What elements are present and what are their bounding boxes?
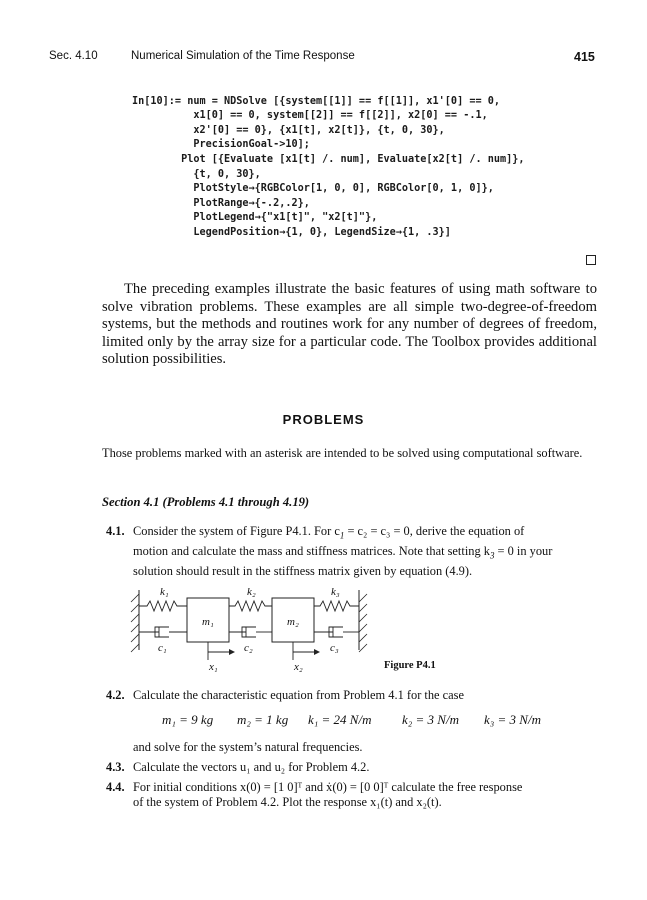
problem-number: 4.2. xyxy=(106,688,125,702)
damper-c3 xyxy=(314,627,359,637)
label-m2: m₂ xyxy=(287,616,299,628)
figure-p4-1 xyxy=(125,584,385,674)
problem-4-1-line-2: motion and calculate the mass and stiffness matrices. Note that setting $k_3 = 0$ in your xyxy=(133,543,553,561)
problem-number: 4.1. xyxy=(106,524,125,538)
arrow-x2 xyxy=(293,642,320,660)
code-line: PlotLegend→{"x1[t]", "x2[t]"}, xyxy=(132,212,378,224)
problem-number: 4.3. xyxy=(106,760,125,774)
text-span: = 0 in your xyxy=(494,543,553,558)
code-line: LegendPosition→{1, 0}, LegendSize→{1, .3}] xyxy=(132,226,451,238)
label-c2: c₂ xyxy=(244,642,253,654)
code-line: PlotRange→{-.2,.2}, xyxy=(132,197,310,209)
section-heading: Section 4.1 (Problems 4.1 through 4.19) xyxy=(102,495,310,509)
figure-caption: Figure P4.1 xyxy=(384,660,436,671)
code-line: x1[0] == 0, system[[2]] == f[[2]], x2[0] == -.1, xyxy=(132,110,488,122)
spring-k3 xyxy=(314,601,359,611)
problems-note: Those problems marked with an asterisk are intended to be solved using computational software. xyxy=(102,446,583,460)
problem-4-1-line-1: Consider the system of Figure P4.1. For $c_1 = c_2 = c_3 = 0$, derive the equation of xyxy=(133,524,525,541)
code-block xyxy=(132,80,525,255)
label-x1: x₁ xyxy=(209,661,218,673)
section-label: Sec. 4.10 xyxy=(49,50,98,62)
problems-heading: PROBLEMS xyxy=(282,412,365,427)
label-k3: k₃ xyxy=(331,586,340,598)
text-span: = c₂ = c₃ = 0, derive the equation of xyxy=(344,524,525,538)
spring-k1 xyxy=(139,601,187,611)
code-line: PrecisionGoal->10]; xyxy=(132,139,310,151)
intro-paragraph xyxy=(102,281,597,369)
label-k2: k₂ xyxy=(247,586,256,598)
label-k1: k₁ xyxy=(160,586,169,598)
damper-c2 xyxy=(229,627,272,637)
code-line: {t, 0, 30}, xyxy=(132,168,261,180)
end-of-example-box xyxy=(586,255,596,265)
intro-text: The preceding examples illustrate the basic features of using math software to solve vibration problems. These examples are all simple two-degree-of-freedom systems, but the methods and routines work for any number of degrees of freedom, limited only by the array size for a particular code. The Toolbox provides additional solution possibilities. xyxy=(102,281,597,368)
problem-4-1-text xyxy=(133,524,597,579)
code-line: In[10]:= num = NDSolve [{system[[1]] == f[[1]], x1'[0] == 0, xyxy=(132,95,501,107)
left-wall-hatch xyxy=(131,594,139,652)
code-line: PlotStyle→{RGBColor[1, 0, 0], RGBColor[0, 1, 0]}, xyxy=(132,183,494,195)
page-number: 415 xyxy=(574,50,595,64)
problem-4-4-line-2: of the system of Problem 4.2. Plot the response x₁(t) and x₂(t). xyxy=(133,795,442,810)
eq-m1: m₁ = 9 kg xyxy=(162,712,214,727)
running-title: Numerical Simulation of the Time Response xyxy=(131,50,355,62)
code-line: x2'[0] == 0}, {x1[t], x2[t]}, {t, 0, 30}, xyxy=(132,124,445,136)
code-line: Plot [{Evaluate [x1[t] /. num], Evaluate[x2[t] /. num]}, xyxy=(132,153,525,165)
eq-k3: k₃ = 3 N/m xyxy=(484,712,541,727)
eq-k2: k₂ = 3 N/m xyxy=(402,712,459,727)
label-c1: c₁ xyxy=(158,642,167,654)
damper-c1 xyxy=(139,627,187,637)
text-span: motion and calculate the mass and stiffness matrices. Note that setting k xyxy=(133,543,490,558)
label-x2: x₂ xyxy=(294,661,303,673)
problem-number: 4.4. xyxy=(106,780,125,794)
eq-m2: m₂ = 1 kg xyxy=(237,712,289,727)
spring-k2 xyxy=(229,601,272,611)
right-wall-hatch xyxy=(359,594,367,652)
problem-4-4-text xyxy=(133,780,597,811)
problem-4-4-line-1: For initial conditions x(0) = [1 0]ᵀ and ẋ(0) = [0 0]ᵀ calculate the free response xyxy=(133,780,523,794)
arrow-x1 xyxy=(208,642,235,660)
problem-4-2-after: and solve for the system’s natural frequencies. xyxy=(133,740,363,754)
problem-4-2-text: Calculate the characteristic equation from Problem 4.1 for the case xyxy=(133,688,464,702)
label-m1: m₁ xyxy=(202,616,214,628)
eq-k1: k₁ = 24 N/m xyxy=(308,712,372,727)
problem-4-3-text: Calculate the vectors u₁ and u₂ for Problem 4.2. xyxy=(133,760,370,774)
problem-4-1-line-3: solution should result in the stiffness matrix given by equation (4.9). xyxy=(133,563,473,578)
text-span: Consider the system of Figure P4.1. For c xyxy=(133,524,340,538)
label-c3: c₃ xyxy=(330,642,339,654)
